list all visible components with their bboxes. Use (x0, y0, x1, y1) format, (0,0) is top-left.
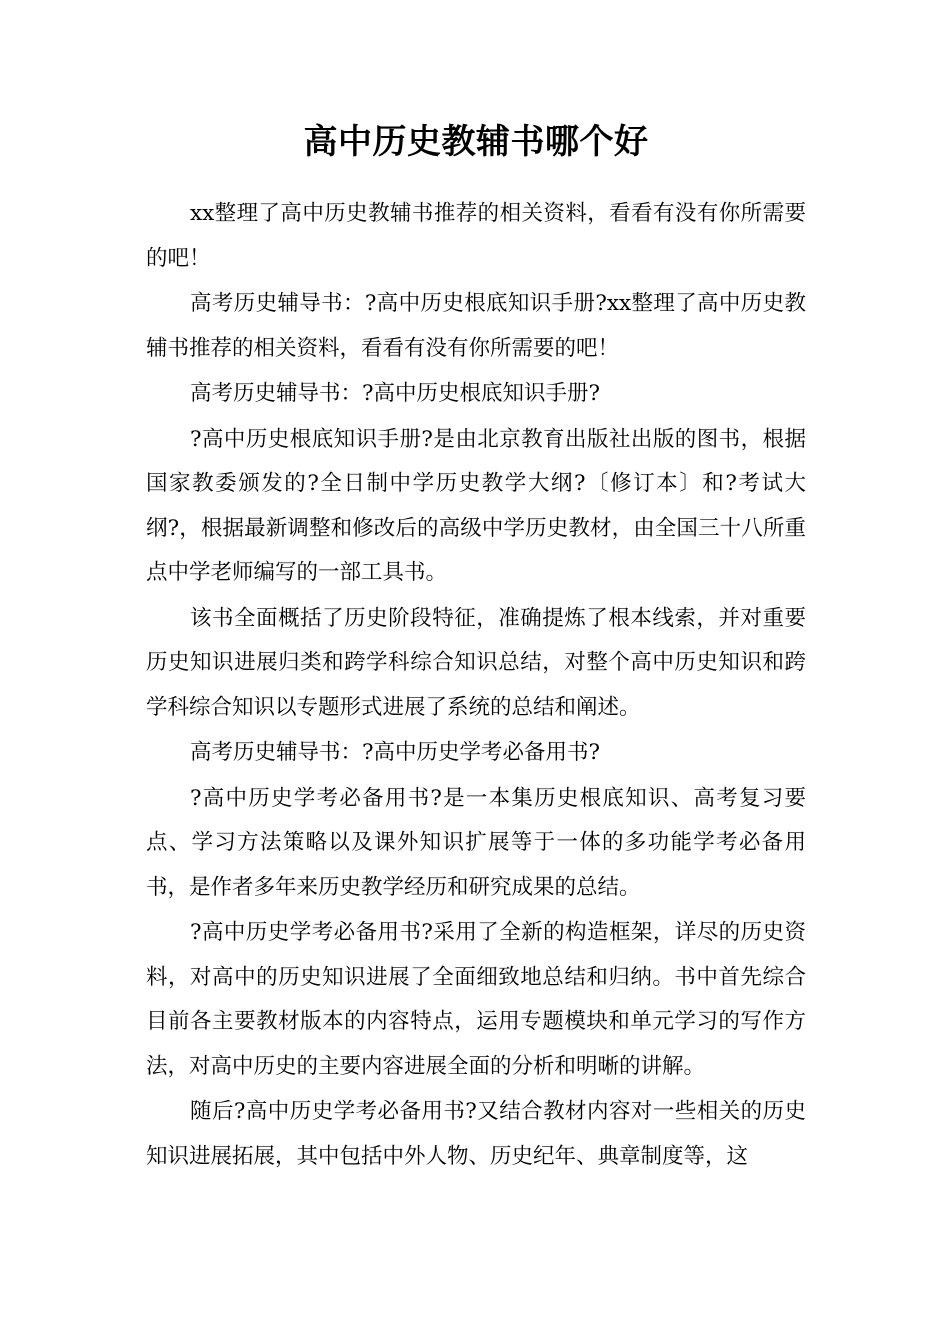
paragraph-6: 高考历史辅导书：?高中历史学考必备用书? (190, 740, 601, 765)
paragraph-4: ?高中历史根底知识手册?是由北京教育出版社出版的图书，根据国家教委颁发的?全日制中学历史教学大纲?〔修订本〕和?考试大纲?，根据最新调整和修改后的高级中学历史教材，由全国三十八所重点中学老师编写的一部工具书。 (146, 426, 806, 585)
paragraph-1: xx整理了高中历史教辅书推荐的相关资料，看看有没有你所需要的吧！ (146, 201, 806, 271)
document-title: 高中历史教辅书哪个好 (303, 122, 649, 162)
paragraph-9: 随后?高中历史学考必备用书?又结合教材内容对一些相关的历史知识进展拓展，其中包括中外人物、历史纪年、典章制度等，这 (146, 1099, 806, 1169)
paragraph-7: ?高中历史学考必备用书?是一本集历史根底知识、高考复习要点、学习方法策略以及课外知识扩展等于一体的多功能学考必备用书，是作者多年来历史教学经历和研究成果的总结。 (146, 785, 806, 900)
paragraph-3: 高考历史辅导书：?高中历史根底知识手册? (190, 381, 601, 406)
paragraph-2: 高考历史辅导书：?高中历史根底知识手册?xx整理了高中历史教辅书推荐的相关资料，看看有没有你所需要的吧！ (146, 291, 806, 361)
paragraph-5: 该书全面概括了历史阶段特征，准确提炼了根本线索，并对重要历史知识进展归类和跨学科综合知识总结，对整个高中历史知识和跨学科综合知识以专题形式进展了系统的总结和阐述。 (146, 605, 806, 720)
paragraph-8: ?高中历史学考必备用书?采用了全新的构造框架，详尽的历史资料，对高中的历史知识进展了全面细致地总结和归纳。书中首先综合目前各主要教材版本的内容特点，运用专题模块和单元学习的写作方法，对高中历史的主要内容进展全面的分析和明晰的讲解。 (146, 920, 806, 1079)
